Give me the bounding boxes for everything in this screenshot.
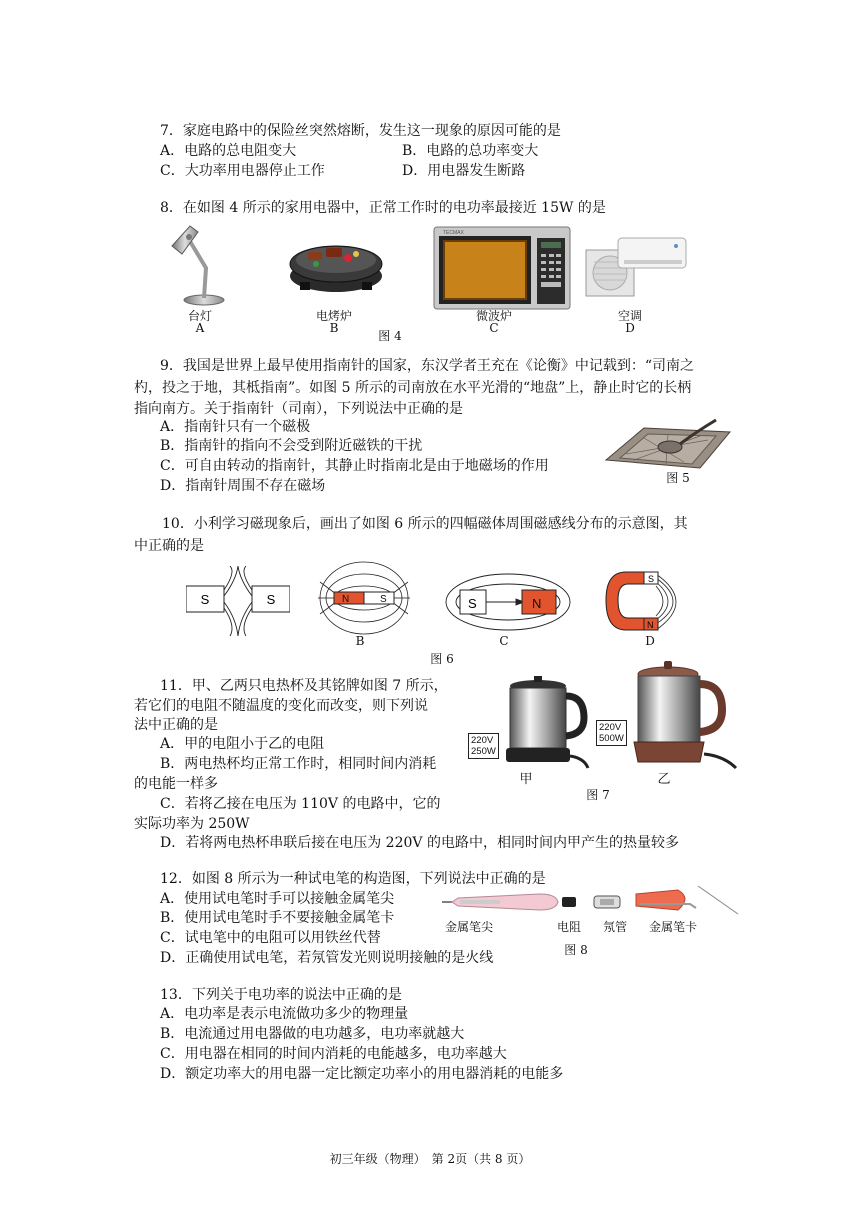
q13-option-b: B．电流通过用电器做的电功越多，电功率就越大 bbox=[160, 1026, 465, 1042]
q8-figure-caption: 图 4 bbox=[378, 329, 402, 343]
magnet-b-north-pole: N bbox=[342, 594, 350, 605]
magnet-diagram-b bbox=[316, 556, 412, 642]
q8-item-a-name: 台灯 bbox=[187, 309, 212, 323]
q11-option-b-line-1: B．两电热杯均正常工作时，相同时间内消耗 bbox=[160, 756, 437, 772]
q8-item-d-letter: D bbox=[625, 321, 635, 335]
q12-option-c: C．试电笔中的电阻可以用铁丝代替 bbox=[160, 930, 381, 946]
magnet-d-bottom-pole: N bbox=[647, 620, 654, 630]
q7-option-a: A．电路的总电阻变大 bbox=[160, 143, 297, 159]
q9-line-3: 指向南方。关于指南针（司南），下列说法中正确的是 bbox=[134, 401, 463, 417]
q11-option-d: D．若将两电热杯串联后接在电压为 220V 的电路中，相同时间内甲产生的热量较多 bbox=[160, 835, 679, 851]
q9-option-b: B．指南针的指向不会受到附近磁铁的干扰 bbox=[160, 438, 423, 454]
q9-option-a: A．指南针只有一个磁极 bbox=[160, 419, 311, 435]
magnet-c-north-pole: N bbox=[532, 596, 542, 611]
magnet-b-south-pole: S bbox=[380, 594, 387, 605]
q8-item-b-letter: B bbox=[329, 321, 339, 335]
sinan-compass-image bbox=[604, 414, 732, 470]
q11-line-1: 11．甲、乙两只电热杯及其铭牌如图 7 所示， bbox=[160, 678, 448, 694]
kettle-yi-image bbox=[624, 658, 740, 772]
magnet-diagram-c bbox=[444, 570, 574, 634]
kettle-jia-voltage: 220V bbox=[471, 735, 494, 746]
q11-line-2: 若它们的电阻不随温度的变化而改变，则下列说 bbox=[134, 698, 428, 714]
q10-letter-b: B bbox=[355, 634, 365, 648]
q13-stem: 13．下列关于电功率的说法中正确的是 bbox=[160, 987, 402, 1003]
q8-item-c-name: 微波炉 bbox=[475, 309, 512, 323]
q11-option-b-line-2: 的电能一样多 bbox=[134, 776, 218, 792]
q12-figure-caption: 图 8 bbox=[564, 943, 588, 957]
q9-line-1: 9．我国是世界上最早使用指南针的国家，东汉学者王充在《论衡》中记载到：“司南之 bbox=[160, 358, 695, 374]
q8-stem: 8．在如图 4 所示的家用电器中，正常工作时的电功率最接近 15W 的是 bbox=[160, 200, 606, 216]
q11-option-c-line-1: C．若将乙接在电压为 110V 的电路中，它的 bbox=[160, 796, 441, 812]
q11-option-c-line-2: 实际功率为 250W bbox=[134, 816, 250, 832]
q9-option-c: C．可自由转动的指南针，其静止时指南北是由于地磁场的作用 bbox=[160, 458, 549, 474]
magnet-a-right-pole: S bbox=[266, 592, 276, 607]
kettle-yi-voltage: 220V bbox=[599, 722, 622, 733]
q13-option-a: A．电功率是表示电流做功多少的物理量 bbox=[160, 1006, 409, 1022]
kettle-jia-power: 250W bbox=[471, 746, 496, 757]
test-pen-part-resistor: 电阻 bbox=[556, 920, 581, 934]
q7-stem: 7．家庭电路中的保险丝突然熔断，发生这一现象的原因可能的是 bbox=[160, 123, 561, 139]
microwave-image bbox=[433, 226, 571, 312]
test-pen-part-clip: 金属笔卡 bbox=[648, 920, 697, 934]
magnet-diagram-a bbox=[186, 566, 290, 636]
q13-option-d: D．额定功率大的用电器一定比额定功率小的用电器消耗的电能多 bbox=[160, 1066, 564, 1082]
magnet-diagram-d bbox=[604, 568, 698, 636]
q9-figure-caption: 图 5 bbox=[666, 471, 690, 485]
q11-option-a: A．甲的电阻小于乙的电阻 bbox=[160, 736, 325, 752]
q11-line-3: 法中正确的是 bbox=[134, 717, 218, 733]
magnet-a-left-pole: S bbox=[200, 592, 210, 607]
svg-text:TECMAX: TECMAX bbox=[443, 230, 464, 236]
q9-option-d: D．指南针周围不存在磁场 bbox=[160, 478, 326, 494]
q10-line-2: 中正确的是 bbox=[134, 538, 204, 554]
q7-option-d: D．用电器发生断路 bbox=[402, 163, 526, 179]
kettle-jia-nameplate bbox=[468, 733, 499, 759]
q12-option-b: B．使用试电笔时手不要接触金属笔卡 bbox=[160, 910, 395, 926]
q12-option-d: D．正确使用试电笔，若氖管发光则说明接触的是火线 bbox=[160, 950, 494, 966]
q10-figure-caption: 图 6 bbox=[430, 652, 454, 666]
test-pen-part-tip: 金属笔尖 bbox=[444, 920, 493, 934]
q8-item-d-name: 空调 bbox=[617, 309, 642, 323]
electric-grill-image bbox=[286, 230, 386, 300]
desk-lamp-image bbox=[168, 224, 228, 306]
q10-letter-c: C bbox=[499, 634, 509, 648]
magnet-c-south-pole: S bbox=[468, 596, 477, 611]
magnet-d-top-pole: S bbox=[648, 574, 655, 584]
q7-option-c: C．大功率用电器停止工作 bbox=[160, 163, 325, 179]
q12-stem: 12．如图 8 所示为一种试电笔的构造图，下列说法中正确的是 bbox=[160, 871, 546, 887]
page-footer: 初三年级（物理） 第 2页（共 8 页） bbox=[329, 1152, 531, 1166]
q8-item-b-name: 电烤炉 bbox=[315, 309, 352, 323]
q12-option-a: A．使用试电笔时手可以接触金属笔尖 bbox=[160, 891, 395, 907]
q11-figure-caption: 图 7 bbox=[586, 788, 610, 802]
test-pen-part-neon-tube: 氖管 bbox=[602, 920, 627, 934]
kettle-jia-label: 甲 bbox=[519, 772, 533, 787]
kettle-yi-power: 500W bbox=[599, 733, 624, 744]
q13-option-c: C．用电器在相同的时间内消耗的电能越多，电功率越大 bbox=[160, 1046, 507, 1062]
q9-line-2: 杓，投之于地，其柢指南”。如图 5 所示的司南放在水平光滑的“地盘”上，静止时它的长柄 bbox=[134, 380, 692, 396]
test-pen-image bbox=[440, 880, 740, 920]
q10-line-1: 10．小利学习磁现象后，画出了如图 6 所示的四幅磁体周围磁感线分布的示意图，其 bbox=[162, 516, 688, 532]
q8-item-c-letter: C bbox=[489, 321, 499, 335]
kettle-yi-label: 乙 bbox=[657, 772, 671, 787]
q8-item-a-letter: A bbox=[195, 321, 205, 335]
kettle-jia-image bbox=[500, 672, 590, 770]
air-conditioner-image bbox=[584, 232, 688, 302]
q10-letter-d: D bbox=[645, 634, 655, 648]
q7-option-b: B．电路的总功率变大 bbox=[402, 143, 539, 159]
kettle-yi-nameplate bbox=[596, 720, 627, 746]
